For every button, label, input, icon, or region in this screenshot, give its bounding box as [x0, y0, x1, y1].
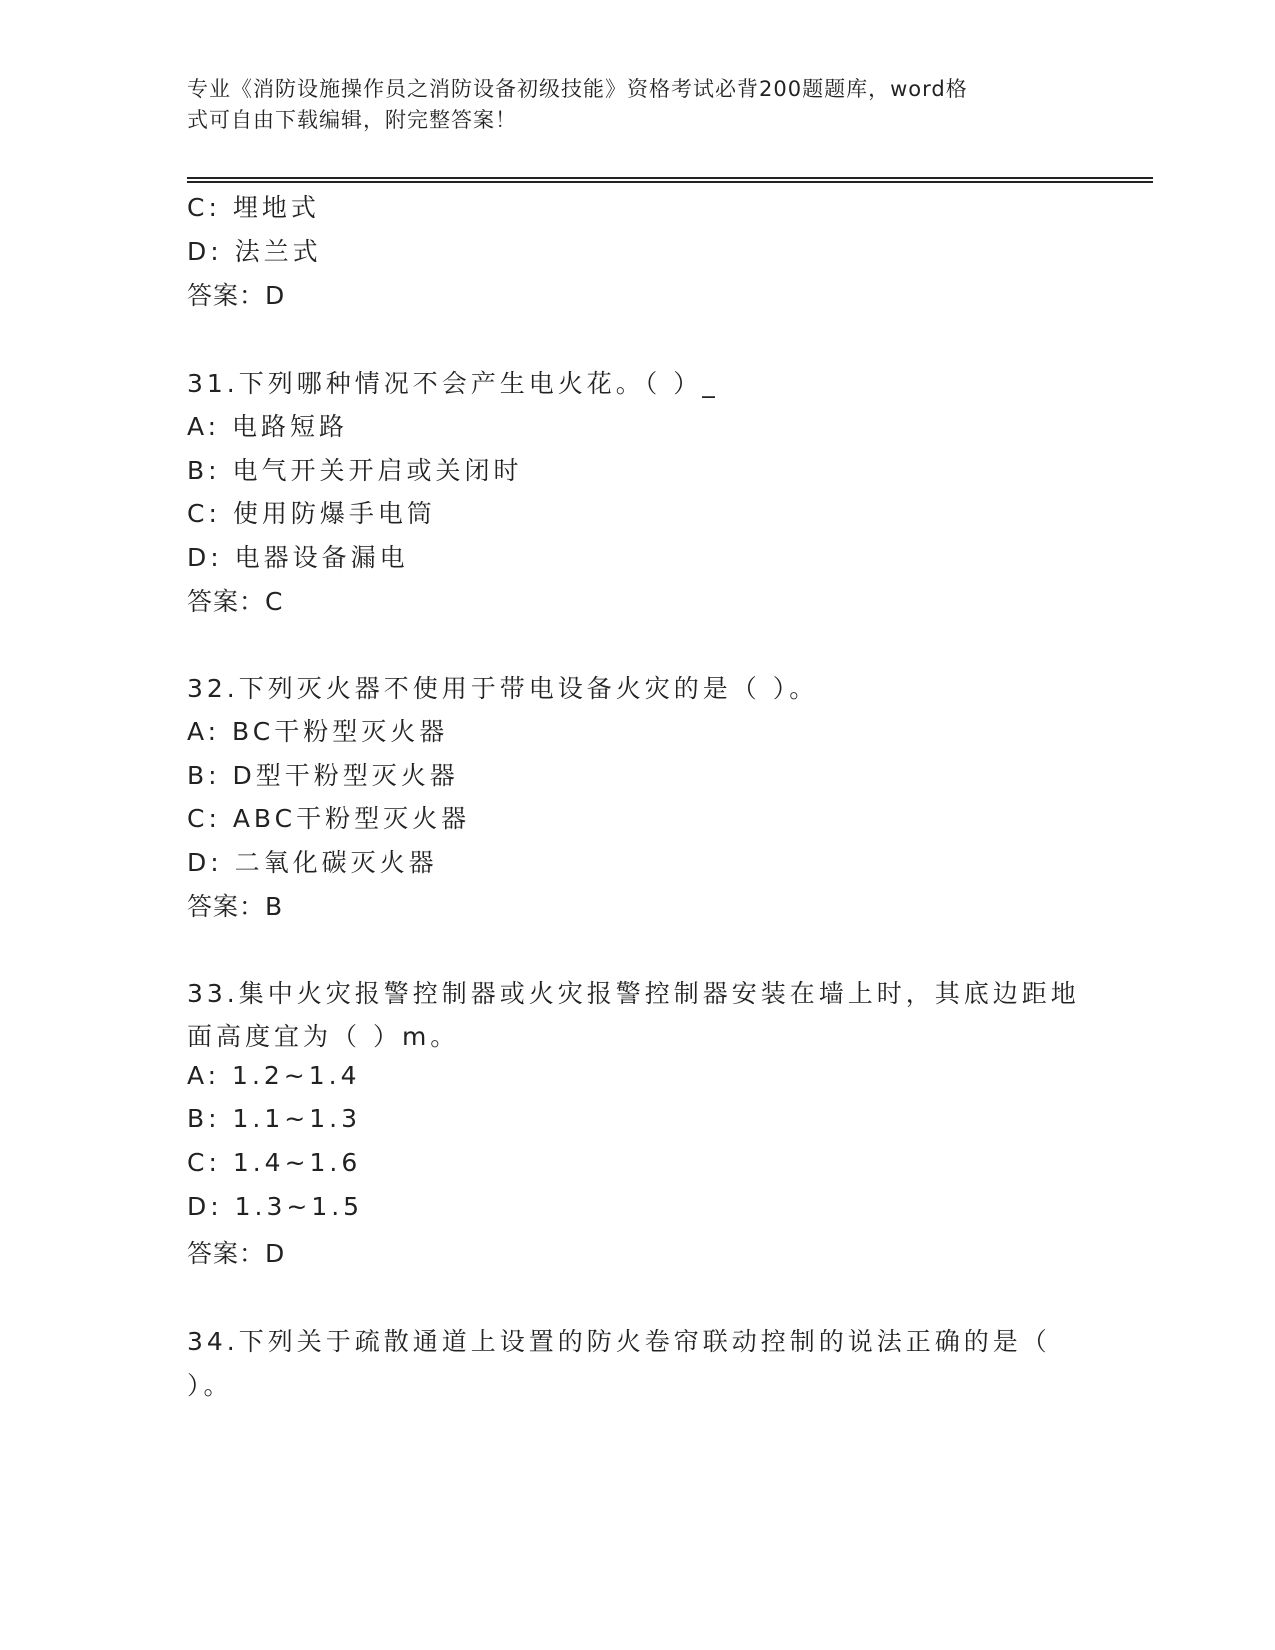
q30-option-c: C: 埋地式 [187, 193, 320, 222]
q33-stem-line-1: 33.集中火灾报警控制器或火灾报警控制器安装在墙上时，其底边距地 [187, 979, 1080, 1008]
q30-answer: 答案：D [187, 281, 286, 310]
q34-stem-line-1: 34.下列关于疏散通道上设置的防火卷帘联动控制的说法正确的是（ [187, 1327, 1051, 1356]
q31-option-b: B: 电气开关开启或关闭时 [187, 456, 523, 485]
header-rule-top [187, 177, 1153, 179]
q32-option-d: D: 二氧化碳灭火器 [187, 848, 438, 877]
q34-stem-line-2: ）。 [187, 1371, 233, 1400]
q33-stem-line-2: 面高度宜为（ ）m。 [187, 1022, 460, 1051]
q32-stem: 32.下列灭火器不使用于带电设备火灾的是（ ）。 [187, 674, 819, 703]
q32-option-b: B: D型干粉型灭火器 [187, 761, 459, 790]
q33-option-d: D: 1.3~1.5 [187, 1192, 364, 1221]
q33-option-c: C: 1.4~1.6 [187, 1148, 362, 1177]
q32-answer: 答案：B [187, 892, 284, 921]
q32-option-c: C: ABC干粉型灭火器 [187, 804, 471, 833]
q31-option-c: C: 使用防爆手电筒 [187, 499, 436, 528]
header-line-2: 式可自由下载编辑，附完整答案！ [187, 108, 517, 132]
q31-option-a: A: 电路短路 [187, 412, 349, 441]
q31-stem: 31.下列哪种情况不会产生电火花。（ ）_ [187, 369, 719, 398]
q32-option-a: A: BC干粉型灭火器 [187, 717, 449, 746]
header-rule-bottom [187, 181, 1153, 183]
q31-answer: 答案：C [187, 587, 284, 616]
q33-answer: 答案：D [187, 1239, 286, 1268]
q33-option-b: B: 1.1~1.3 [187, 1104, 361, 1133]
q30-option-d: D: 法兰式 [187, 237, 322, 266]
header-line-1: 专业《消防设施操作员之消防设备初级技能》资格考试必背200题题库，word格 [187, 77, 968, 101]
q33-option-a: A: 1.2~1.4 [187, 1061, 361, 1090]
document-header [187, 74, 1067, 136]
q31-option-d: D: 电器设备漏电 [187, 543, 409, 572]
